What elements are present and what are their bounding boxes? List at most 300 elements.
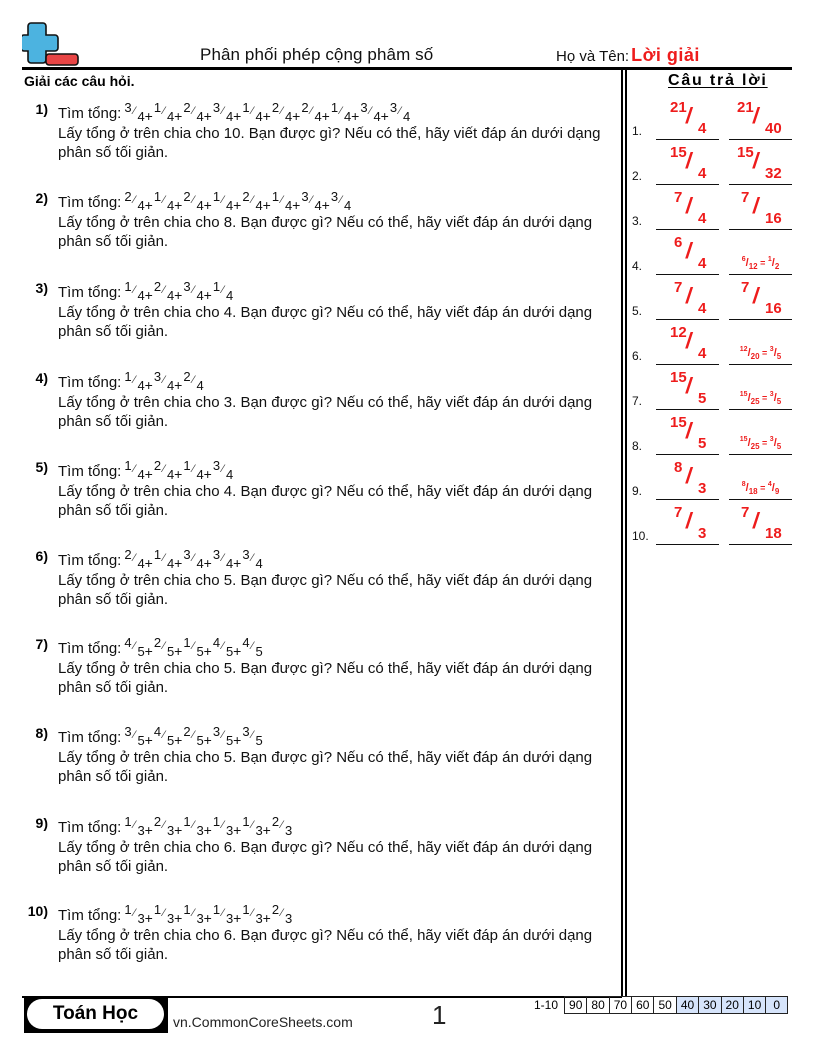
fraction: 4 ⁄ 5 bbox=[242, 635, 263, 659]
fraction: 3 ⁄ 4 bbox=[301, 189, 322, 213]
sum-expression bbox=[58, 280, 618, 302]
fraction: 4 ⁄ 5 bbox=[124, 635, 145, 659]
fraction-slash-icon: ⁄ bbox=[310, 105, 313, 117]
fraction-slash-icon: ⁄ bbox=[251, 105, 254, 117]
question-number: 3) bbox=[35, 280, 48, 296]
question-number: 6) bbox=[35, 548, 48, 564]
fraction: 1 ⁄ 4 bbox=[242, 100, 263, 124]
plus-sign: + bbox=[321, 108, 330, 124]
answer-blank-sum bbox=[656, 231, 719, 275]
fraction-slash-icon: ⁄ bbox=[163, 284, 165, 296]
simplified-answer: $^8/_{18} = ^4/_9$ bbox=[741, 481, 780, 496]
simplified-answer: $^6/_{12} = ^1/_2$ bbox=[741, 256, 780, 271]
plus-sign: + bbox=[144, 197, 153, 213]
fraction-slash-icon: ⁄ bbox=[163, 463, 165, 475]
result-answer: 7 / 18 bbox=[741, 504, 782, 542]
fraction-slash-icon: ⁄ bbox=[163, 640, 165, 652]
fraction-slash-icon: ⁄ bbox=[133, 284, 136, 296]
header-rule bbox=[22, 67, 792, 70]
fraction-slash-icon: / bbox=[684, 103, 694, 128]
fraction-slash-icon: ⁄ bbox=[251, 729, 254, 741]
answers-heading: Câu trả lời bbox=[668, 72, 768, 89]
fraction: 1 ⁄ 5 bbox=[183, 635, 204, 659]
plus-sign: + bbox=[174, 732, 183, 748]
question-number: 10) bbox=[27, 903, 48, 919]
fraction: 1 ⁄ 3 bbox=[183, 814, 204, 838]
fraction: 2 ⁄ 4 bbox=[183, 100, 204, 124]
score-cell: 20 bbox=[722, 996, 744, 1014]
fraction-slash-icon: ⁄ bbox=[192, 552, 195, 564]
fraction-slash-icon: ⁄ bbox=[192, 729, 195, 741]
answer-blank-result bbox=[729, 276, 792, 320]
score-cell: 90 bbox=[564, 996, 587, 1014]
brand-label: Toán Học bbox=[27, 999, 164, 1029]
fraction: 2 ⁄ 3 bbox=[271, 902, 293, 926]
plus-sign: + bbox=[174, 643, 183, 659]
answer-row bbox=[630, 366, 816, 410]
column-divider bbox=[621, 68, 627, 996]
question-body bbox=[58, 370, 618, 431]
name-field bbox=[556, 45, 700, 66]
question-number: 5) bbox=[35, 459, 48, 475]
answer-index: 8. bbox=[632, 439, 643, 453]
plus-sign: + bbox=[174, 108, 183, 124]
question-text: Lấy tổng ở trên chia cho 3. Bạn được gì? Nếu có thể, hãy viết đáp án dưới dạng phân số tối giản. bbox=[58, 394, 593, 430]
question-body bbox=[58, 548, 618, 609]
fraction-slash-icon: ⁄ bbox=[163, 374, 165, 386]
answer-blank-sum bbox=[656, 96, 719, 140]
fraction: 1 ⁄ 4 bbox=[153, 100, 175, 124]
fraction: 3 ⁄ 5 bbox=[242, 724, 263, 748]
fraction: 1 ⁄ 4 bbox=[212, 189, 234, 213]
answer-blank-result bbox=[729, 141, 792, 185]
sum-answer: 15 / 5 bbox=[670, 369, 707, 407]
fraction-slash-icon: ⁄ bbox=[192, 640, 195, 652]
fraction-slash-icon: ⁄ bbox=[281, 907, 283, 919]
fraction: 2 ⁄ 3 bbox=[153, 814, 175, 838]
fraction-slash-icon: ⁄ bbox=[222, 105, 224, 117]
fraction-slash-icon: / bbox=[684, 373, 694, 398]
fraction: 2 ⁄ 4 bbox=[153, 458, 175, 482]
fraction-slash-icon: ⁄ bbox=[192, 907, 195, 919]
fraction-slash-icon: ⁄ bbox=[310, 194, 313, 206]
fraction-slash-icon: ⁄ bbox=[281, 105, 283, 117]
plus-sign: + bbox=[203, 732, 212, 748]
sum-label: Tìm tổng: bbox=[58, 105, 122, 122]
plus-sign: + bbox=[174, 287, 183, 303]
answer-row bbox=[630, 186, 816, 230]
fraction: 1 ⁄ 3 bbox=[153, 902, 175, 926]
score-table bbox=[530, 996, 788, 1014]
fraction: 1 ⁄ 4 bbox=[212, 279, 234, 303]
question-number: 8) bbox=[35, 725, 48, 741]
answer-index: 4. bbox=[632, 259, 643, 273]
sum-answer: 8 / 3 bbox=[674, 459, 707, 497]
plus-sign: + bbox=[262, 197, 271, 213]
question-text: Lấy tổng ở trên chia cho 8. Bạn được gì? Nếu có thể, hãy viết đáp án dưới dạng phân số tối giản. bbox=[58, 214, 593, 250]
fraction-slash-icon: ⁄ bbox=[133, 819, 136, 831]
fraction: 1 ⁄ 4 bbox=[124, 458, 145, 482]
fraction: 1 ⁄ 4 bbox=[183, 458, 204, 482]
answer-blank-sum bbox=[656, 366, 719, 410]
fraction-slash-icon: / bbox=[684, 418, 694, 443]
fraction: 2 ⁄ 4 bbox=[124, 547, 145, 571]
fraction-slash-icon: / bbox=[751, 508, 761, 533]
question-body bbox=[58, 636, 618, 697]
sum-expression bbox=[58, 725, 618, 747]
question-body bbox=[58, 815, 618, 876]
plus-sign: + bbox=[233, 910, 242, 926]
simplified-answer: $^{15}/_{25} = ^3/_5$ bbox=[739, 436, 782, 451]
sum-answer: 7 / 4 bbox=[674, 279, 707, 317]
sum-label: Tìm tổng: bbox=[58, 552, 122, 569]
fraction-slash-icon: ⁄ bbox=[133, 374, 136, 386]
fraction: 1 ⁄ 4 bbox=[271, 189, 293, 213]
plus-sign: + bbox=[203, 287, 212, 303]
fraction: 3 ⁄ 4 bbox=[212, 100, 234, 124]
question-number: 4) bbox=[35, 370, 48, 386]
plus-sign: + bbox=[203, 643, 212, 659]
fraction: 2 ⁄ 5 bbox=[183, 724, 204, 748]
fraction-slash-icon: ⁄ bbox=[222, 284, 224, 296]
fraction: 4 ⁄ 5 bbox=[153, 724, 175, 748]
fraction: 3 ⁄ 4 bbox=[124, 100, 145, 124]
question-number: 2) bbox=[35, 190, 48, 206]
fraction-slash-icon: / bbox=[684, 283, 694, 308]
fraction: 2 ⁄ 4 bbox=[301, 100, 322, 124]
sum-label: Tìm tổng: bbox=[58, 729, 122, 746]
score-cell: 70 bbox=[610, 996, 632, 1014]
fraction-slash-icon: ⁄ bbox=[251, 552, 254, 564]
answer-index: 2. bbox=[632, 169, 643, 183]
plus-sign: + bbox=[262, 910, 271, 926]
fraction: 3 ⁄ 4 bbox=[330, 189, 352, 213]
question-number: 1) bbox=[35, 101, 48, 117]
plus-sign: + bbox=[144, 108, 153, 124]
answer-index: 10. bbox=[632, 529, 649, 543]
fraction: 2 ⁄ 4 bbox=[183, 189, 204, 213]
fraction-slash-icon: / bbox=[684, 238, 694, 263]
fraction: 2 ⁄ 4 bbox=[124, 189, 145, 213]
fraction: 1 ⁄ 4 bbox=[330, 100, 352, 124]
plus-sign: + bbox=[174, 555, 183, 571]
question-body bbox=[58, 190, 618, 251]
fraction: 1 ⁄ 3 bbox=[242, 814, 263, 838]
answer-blank-sum bbox=[656, 141, 719, 185]
question-number: 9) bbox=[35, 815, 48, 831]
fraction: 1 ⁄ 3 bbox=[124, 902, 145, 926]
name-label: Họ và Tên: bbox=[556, 48, 630, 65]
sum-expression bbox=[58, 815, 618, 837]
fraction-slash-icon: ⁄ bbox=[281, 194, 283, 206]
fraction-slash-icon: ⁄ bbox=[340, 105, 342, 117]
fraction: 2 ⁄ 5 bbox=[153, 635, 175, 659]
answer-blank-sum bbox=[656, 501, 719, 545]
fraction-slash-icon: ⁄ bbox=[192, 374, 195, 386]
question-text: Lấy tổng ở trên chia cho 4. Bạn được gì? Nếu có thể, hãy viết đáp án dưới dạng phân số tối giản. bbox=[58, 483, 593, 519]
question-body bbox=[58, 903, 618, 964]
sum-answer: 7 / 4 bbox=[674, 189, 707, 227]
fraction: 3 ⁄ 4 bbox=[389, 100, 411, 124]
fraction-slash-icon: ⁄ bbox=[133, 907, 136, 919]
fraction-slash-icon: ⁄ bbox=[340, 194, 342, 206]
fraction-slash-icon: ⁄ bbox=[133, 729, 136, 741]
fraction-slash-icon: ⁄ bbox=[133, 194, 136, 206]
sum-answer: 21 / 4 bbox=[670, 99, 707, 137]
question-text: Lấy tổng ở trên chia cho 5. Bạn được gì? Nếu có thể, hãy viết đáp án dưới dạng phân số tối giản. bbox=[58, 572, 593, 608]
plus-sign: + bbox=[292, 197, 301, 213]
answer-blank-result bbox=[729, 366, 792, 410]
fraction-slash-icon: ⁄ bbox=[163, 194, 165, 206]
plus-sign: + bbox=[233, 555, 242, 571]
question-body bbox=[58, 280, 618, 341]
sum-expression bbox=[58, 101, 618, 123]
fraction-slash-icon: ⁄ bbox=[399, 105, 401, 117]
question-text: Lấy tổng ở trên chia cho 5. Bạn được gì? Nếu có thể, hãy viết đáp án dưới dạng phân số tối giản. bbox=[58, 749, 593, 785]
score-cell: 80 bbox=[587, 996, 609, 1014]
fraction: 1 ⁄ 4 bbox=[153, 189, 175, 213]
plus-sign: + bbox=[144, 643, 153, 659]
plus-sign: + bbox=[144, 910, 153, 926]
answer-row bbox=[630, 321, 816, 365]
answer-blank-result bbox=[729, 456, 792, 500]
answer-blank-sum bbox=[656, 186, 719, 230]
fraction: 3 ⁄ 5 bbox=[124, 724, 145, 748]
answer-blank-result bbox=[729, 321, 792, 365]
plus-sign: + bbox=[203, 910, 212, 926]
plus-sign: + bbox=[262, 822, 271, 838]
fraction: 2 ⁄ 4 bbox=[271, 100, 293, 124]
answer-blank-result bbox=[729, 96, 792, 140]
plus-sign: + bbox=[262, 108, 271, 124]
answer-row bbox=[630, 456, 816, 500]
fraction-slash-icon: ⁄ bbox=[192, 105, 195, 117]
question-text: Lấy tổng ở trên chia cho 5. Bạn được gì? Nếu có thể, hãy viết đáp án dưới dạng phân số tối giản. bbox=[58, 660, 593, 696]
fraction-slash-icon: ⁄ bbox=[133, 552, 136, 564]
question-text: Lấy tổng ở trên chia cho 10. Bạn được gì? Nếu có thể, hãy viết đáp án dưới dạng phân số tối giản. bbox=[58, 125, 601, 161]
fraction-slash-icon: ⁄ bbox=[192, 284, 195, 296]
sum-answer: 7 / 3 bbox=[674, 504, 707, 542]
answer-row bbox=[630, 141, 816, 185]
fraction-slash-icon: ⁄ bbox=[133, 640, 136, 652]
sum-label: Tìm tổng: bbox=[58, 640, 122, 657]
answer-blank-sum bbox=[656, 321, 719, 365]
result-answer: 15 / 32 bbox=[737, 144, 782, 182]
sum-label: Tìm tổng: bbox=[58, 284, 122, 301]
fraction: 2 ⁄ 4 bbox=[183, 369, 204, 393]
fraction: 4 ⁄ 5 bbox=[212, 635, 234, 659]
fraction-slash-icon: / bbox=[751, 193, 761, 218]
question-number: 7) bbox=[35, 636, 48, 652]
plus-sign: + bbox=[203, 466, 212, 482]
plus-sign: + bbox=[292, 108, 301, 124]
fraction: 1 ⁄ 3 bbox=[124, 814, 145, 838]
fraction-slash-icon: ⁄ bbox=[222, 819, 224, 831]
fraction: 3 ⁄ 4 bbox=[212, 458, 234, 482]
sum-expression bbox=[58, 459, 618, 481]
sum-expression bbox=[58, 548, 618, 570]
plus-sign: + bbox=[144, 287, 153, 303]
plus-sign: + bbox=[233, 822, 242, 838]
answer-row bbox=[630, 96, 816, 140]
plus-sign: + bbox=[203, 555, 212, 571]
plus-sign: + bbox=[174, 822, 183, 838]
fraction-slash-icon: ⁄ bbox=[222, 194, 224, 206]
fraction-slash-icon: ⁄ bbox=[192, 194, 195, 206]
plus-sign: + bbox=[144, 555, 153, 571]
fraction: 3 ⁄ 4 bbox=[183, 279, 204, 303]
sum-answer: 15 / 4 bbox=[670, 144, 707, 182]
answer-index: 9. bbox=[632, 484, 643, 498]
plus-sign: + bbox=[203, 197, 212, 213]
fraction: 1 ⁄ 4 bbox=[124, 369, 145, 393]
fraction: 3 ⁄ 4 bbox=[212, 547, 234, 571]
score-cell: 60 bbox=[632, 996, 654, 1014]
answer-blank-result bbox=[729, 186, 792, 230]
question-body bbox=[58, 101, 618, 162]
sum-label: Tìm tổng: bbox=[58, 194, 122, 211]
name-value: Lời giải bbox=[631, 45, 700, 65]
sum-answer: 12 / 4 bbox=[670, 324, 707, 362]
fraction: 1 ⁄ 3 bbox=[212, 902, 234, 926]
fraction-slash-icon: ⁄ bbox=[251, 194, 254, 206]
fraction: 2 ⁄ 4 bbox=[242, 189, 263, 213]
simplified-answer: $^{15}/_{25} = ^3/_5$ bbox=[739, 391, 782, 406]
fraction-slash-icon: ⁄ bbox=[369, 105, 372, 117]
plus-sign: + bbox=[233, 732, 242, 748]
plus-sign: + bbox=[233, 643, 242, 659]
answer-row bbox=[630, 276, 816, 320]
score-range-label: 1-10 bbox=[534, 998, 559, 1012]
plus-sign: + bbox=[144, 822, 153, 838]
fraction: 3 ⁄ 4 bbox=[153, 369, 175, 393]
fraction-slash-icon: ⁄ bbox=[281, 819, 283, 831]
fraction: 3 ⁄ 5 bbox=[212, 724, 234, 748]
question-body bbox=[58, 725, 618, 786]
fraction-slash-icon: ⁄ bbox=[192, 463, 195, 475]
answer-blank-result bbox=[729, 501, 792, 545]
result-answer: 7 / 16 bbox=[741, 279, 782, 317]
fraction-slash-icon: ⁄ bbox=[251, 819, 254, 831]
fraction-slash-icon: ⁄ bbox=[133, 463, 136, 475]
page-number: 1 bbox=[432, 1000, 447, 1030]
plus-sign: + bbox=[174, 466, 183, 482]
answer-index: 6. bbox=[632, 349, 643, 363]
fraction-slash-icon: ⁄ bbox=[222, 907, 224, 919]
fraction-slash-icon: ⁄ bbox=[163, 729, 165, 741]
answer-row bbox=[630, 411, 816, 455]
plus-sign: + bbox=[233, 108, 242, 124]
fraction-slash-icon: ⁄ bbox=[222, 552, 224, 564]
fraction-slash-icon: ⁄ bbox=[133, 105, 136, 117]
plus-sign: + bbox=[380, 108, 389, 124]
plus-sign: + bbox=[233, 197, 242, 213]
plus-sign: + bbox=[174, 197, 183, 213]
fraction-slash-icon: ⁄ bbox=[163, 552, 165, 564]
sum-label: Tìm tổng: bbox=[58, 907, 122, 924]
sum-label: Tìm tổng: bbox=[58, 819, 122, 836]
fraction-slash-icon: / bbox=[751, 283, 761, 308]
score-cell: 40 bbox=[677, 996, 699, 1014]
fraction-slash-icon: ⁄ bbox=[251, 907, 254, 919]
score-cell: 10 bbox=[744, 996, 766, 1014]
fraction-slash-icon: / bbox=[751, 103, 761, 128]
question-body bbox=[58, 459, 618, 520]
sum-answer: 6 / 4 bbox=[674, 234, 707, 272]
answer-index: 3. bbox=[632, 214, 643, 228]
simplified-answer: $^{12}/_{20} = ^3/_5$ bbox=[739, 346, 782, 361]
answer-row bbox=[630, 231, 816, 275]
fraction: 3 ⁄ 4 bbox=[183, 547, 204, 571]
plus-sign: + bbox=[203, 822, 212, 838]
fraction: 2 ⁄ 4 bbox=[153, 279, 175, 303]
answer-blank-sum bbox=[656, 276, 719, 320]
instructions: Giải các câu hỏi. bbox=[24, 73, 135, 89]
score-cell: 0 bbox=[766, 996, 788, 1014]
fraction: 3 ⁄ 4 bbox=[360, 100, 381, 124]
sum-label: Tìm tổng: bbox=[58, 463, 122, 480]
answer-index: 7. bbox=[632, 394, 643, 408]
answer-blank-result bbox=[729, 231, 792, 275]
sum-expression bbox=[58, 190, 618, 212]
fraction-slash-icon: ⁄ bbox=[251, 640, 254, 652]
question-text: Lấy tổng ở trên chia cho 4. Bạn được gì? Nếu có thể, hãy viết đáp án dưới dạng phân số tối giản. bbox=[58, 304, 593, 340]
plus-sign: + bbox=[144, 466, 153, 482]
sum-label: Tìm tổng: bbox=[58, 374, 122, 391]
plus-sign: + bbox=[144, 377, 153, 393]
fraction-slash-icon: / bbox=[684, 463, 694, 488]
fraction-slash-icon: ⁄ bbox=[222, 729, 224, 741]
sum-answer: 15 / 5 bbox=[670, 414, 707, 452]
question-text: Lấy tổng ở trên chia cho 6. Bạn được gì? Nếu có thể, hãy viết đáp án dưới dạng phân số tối giản. bbox=[58, 927, 593, 963]
plus-sign: + bbox=[144, 732, 153, 748]
fraction-slash-icon: ⁄ bbox=[163, 907, 165, 919]
sum-expression bbox=[58, 370, 618, 392]
answer-blank-sum bbox=[656, 456, 719, 500]
plus-sign: + bbox=[203, 108, 212, 124]
fraction-slash-icon: / bbox=[684, 193, 694, 218]
sum-expression bbox=[58, 903, 618, 925]
worksheet-title: Phân phối phép cộng phâm số bbox=[200, 45, 434, 64]
fraction-slash-icon: ⁄ bbox=[222, 463, 224, 475]
fraction: 1 ⁄ 4 bbox=[124, 279, 145, 303]
fraction-slash-icon: / bbox=[684, 328, 694, 353]
fraction: 1 ⁄ 3 bbox=[183, 902, 204, 926]
plus-sign: + bbox=[321, 197, 330, 213]
fraction-slash-icon: ⁄ bbox=[163, 819, 165, 831]
answer-blank-sum bbox=[656, 411, 719, 455]
score-cell: 50 bbox=[654, 996, 676, 1014]
plus-minus-logo-icon bbox=[22, 22, 80, 66]
site-link[interactable]: vn.CommonCoreSheets.com bbox=[173, 1014, 353, 1030]
fraction: 1 ⁄ 3 bbox=[212, 814, 234, 838]
score-cell: 30 bbox=[699, 996, 721, 1014]
plus-sign: + bbox=[174, 910, 183, 926]
fraction-slash-icon: ⁄ bbox=[192, 819, 195, 831]
fraction-slash-icon: ⁄ bbox=[222, 640, 224, 652]
plus-sign: + bbox=[351, 108, 360, 124]
answer-index: 1. bbox=[632, 124, 643, 138]
fraction: 1 ⁄ 4 bbox=[153, 547, 175, 571]
answer-blank-result bbox=[729, 411, 792, 455]
fraction: 2 ⁄ 3 bbox=[271, 814, 293, 838]
fraction-slash-icon: / bbox=[684, 148, 694, 173]
answer-index: 5. bbox=[632, 304, 643, 318]
fraction: 3 ⁄ 4 bbox=[242, 547, 263, 571]
result-answer: 7 / 16 bbox=[741, 189, 782, 227]
fraction-slash-icon: ⁄ bbox=[163, 105, 165, 117]
fraction-slash-icon: / bbox=[684, 508, 694, 533]
